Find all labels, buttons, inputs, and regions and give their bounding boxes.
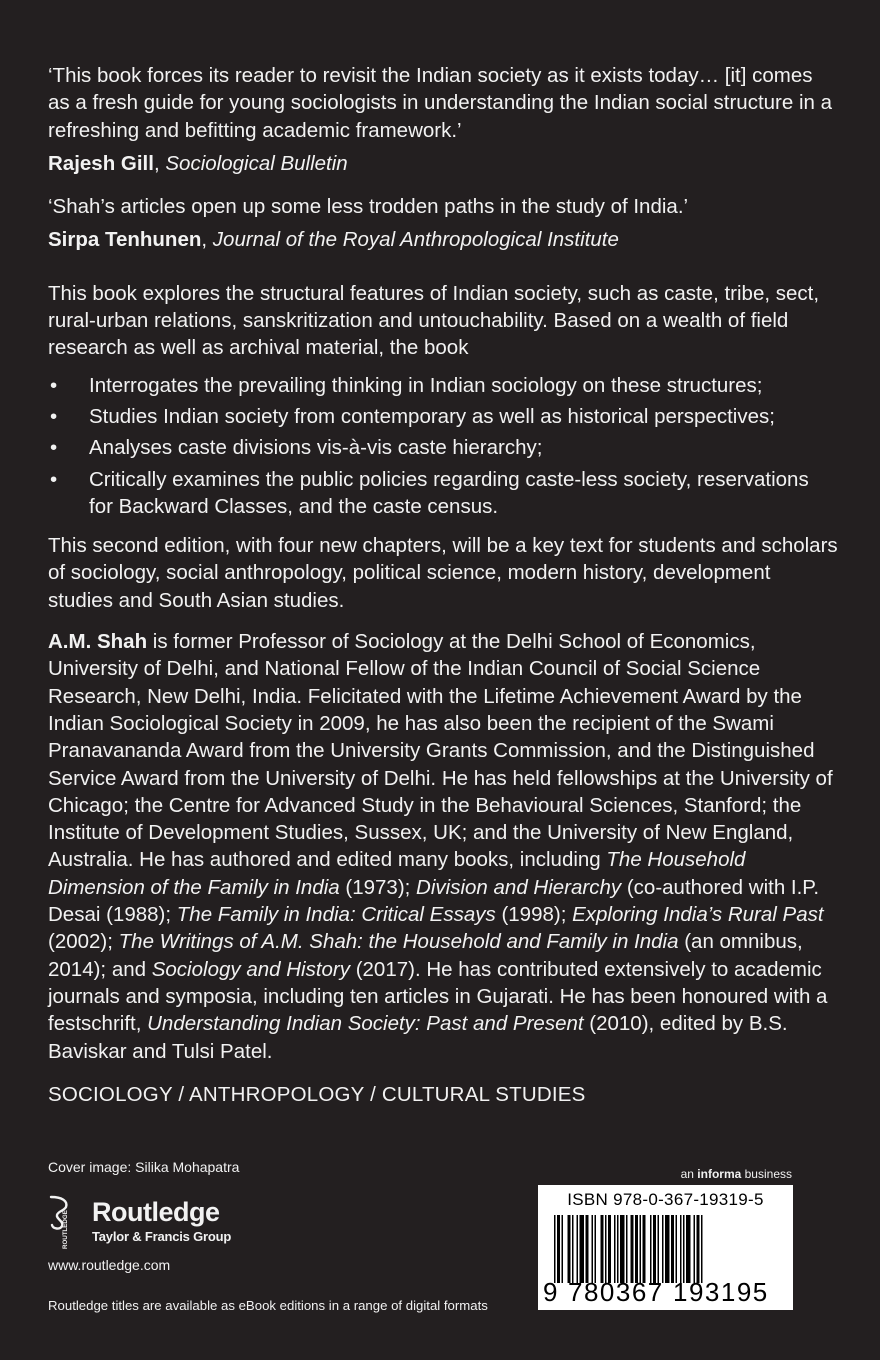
barcode-bar xyxy=(586,1215,589,1283)
informa-brand: informa xyxy=(697,1167,742,1181)
reviewer-name-1: Rajesh Gill xyxy=(48,151,154,175)
barcode-left-group: 780367 xyxy=(568,1277,664,1307)
isbn-label: ISBN 978-0-367-19319-5 xyxy=(567,1190,764,1209)
barcode-bar xyxy=(568,1215,571,1283)
logo-vertical-text: ROUTLEDGE xyxy=(62,1210,69,1249)
barcode-bar xyxy=(653,1215,656,1283)
barcode-bar xyxy=(686,1215,691,1283)
ebook-note: Routledge titles are available as eBook editions in a range of digital formats xyxy=(48,1298,488,1313)
barcode-bars xyxy=(552,1215,782,1283)
back-cover-text xyxy=(48,62,838,1108)
author-bio: A.M. Shah is former Professor of Sociology at the Delhi School of Economics, University of Delhi, and National Fellow of the Indian Council of Social Science Research, New Delhi, India. Felicitated with the Lifetime Achievement Award by the Indian Sociological Society in 2009, he has also been the recipient of the Swami Pranavananda Award from the University Grants Commission, and the Distinguished Service Award from the University of Delhi. He has held fellowships at the University of Chicago; the Centre for Advanced Study in the Behavioural Sciences, Stanford; the Institute of Development Studies, Sussex, UK; and the University of New England, Australia. He has authored and edited many books, including The Household Dimension of the Family in India (1973); Division and Hierarchy (co-authored with I.P. Desai (1988); The Family in India: Critical Essays (1998); Exploring India’s Rural Past (2002); The Writings of A.M. Shah: the Household and Family in India (an omnibus, 2014); and Sociology and History (2017). He has contributed extensively to academic journals and symposia, including ten articles in Gujarati. He has been honoured with a festschrift, Understanding Indian Society: Past and Present (2010), edited by B.S. Baviskar and Tulsi Patel. xyxy=(48,630,833,1063)
bullet-icon: • xyxy=(50,373,58,397)
edition-note: This second edition, with four new chapters, will be a key text for students and scholars of sociology, social anthropology, political science, modern history, development studies and South Asian studies. xyxy=(48,534,838,612)
barcode-bar xyxy=(643,1215,646,1283)
barcode-bar xyxy=(620,1215,625,1283)
barcode-bar xyxy=(577,1215,579,1283)
list-item: • Studies Indian society from contemporary as well as historical perspectives; xyxy=(48,403,838,430)
reviewer-name-2: Sirpa Tenhunen xyxy=(48,228,202,252)
barcode-bar xyxy=(640,1215,642,1283)
intro-paragraph: This book explores the structural features of Indian society, such as caste, tribe, sect, rural-urban relations, sanskritization and untouchability. Based on a wealth of field research as well as archival material, the book xyxy=(48,281,820,360)
book-title: The Household Dimension of the Family in India xyxy=(48,848,746,899)
barcode-bar xyxy=(580,1215,585,1283)
barcode-bar xyxy=(665,1215,670,1283)
review-quote-1: ‘This book forces its reader to revisit the Indian society as it exists today… [it] comes as a fresh guide for young sociologists in understanding the Indian social structure in a refreshing and befitting academic framework.’ xyxy=(48,64,833,142)
barcode xyxy=(538,1185,793,1310)
book-title: Division and Hierarchy xyxy=(416,875,622,899)
subject-categories: SOCIOLOGY / ANTHROPOLOGY / CULTURAL STUDIES xyxy=(48,1082,586,1106)
barcode-first-digit: 9 xyxy=(543,1277,558,1307)
book-title: Exploring India’s Rural Past xyxy=(572,903,824,927)
barcode-bar xyxy=(601,1215,604,1283)
book-title: Understanding Indian Society: Past and Present xyxy=(147,1012,584,1036)
list-item: • Analyses caste divisions vis-à-vis caste hierarchy; xyxy=(48,434,838,461)
barcode-bar xyxy=(614,1215,616,1283)
bullet-icon: • xyxy=(50,436,58,460)
barcode-bar xyxy=(631,1215,634,1283)
barcode-bar xyxy=(671,1215,674,1283)
book-title: Sociology and History xyxy=(151,957,350,981)
barcode-bar xyxy=(605,1215,607,1283)
informa-tagline: an informa business xyxy=(680,1167,792,1181)
bullet-icon: • xyxy=(50,404,58,428)
barcode-bar xyxy=(562,1215,564,1283)
barcode-right-group: 193195 xyxy=(673,1277,769,1307)
review-attribution-1: Rajesh Gill, Sociological Bulletin xyxy=(48,151,348,175)
barcode-bar xyxy=(557,1215,560,1283)
barcode-bar xyxy=(697,1215,700,1283)
barcode-bar xyxy=(592,1215,594,1283)
barcode-bar xyxy=(694,1215,696,1283)
bullet-icon: • xyxy=(50,467,58,491)
barcode-bar xyxy=(676,1215,678,1283)
book-title: The Family in India: Critical Essays xyxy=(176,903,496,927)
author-name: A.M. Shah xyxy=(48,630,148,654)
publisher-website[interactable]: www.routledge.com xyxy=(48,1257,171,1273)
barcode-bar xyxy=(658,1215,660,1283)
publisher-group: Taylor & Francis Group xyxy=(92,1229,232,1244)
barcode-bar xyxy=(554,1215,556,1283)
barcode-bar xyxy=(683,1215,685,1283)
list-item: • Critically examines the public policies regarding caste-less society, reservations for Backward Classes, and the caste census. xyxy=(50,467,809,518)
barcode-bar xyxy=(595,1215,597,1283)
review-attribution-2: Sirpa Tenhunen, Journal of the Royal Anthropological Institute xyxy=(48,228,619,252)
cover-credit: Cover image: Silika Mohapatra xyxy=(48,1159,240,1175)
review-source-1: Sociological Bulletin xyxy=(165,151,348,175)
publisher-name: Routledge xyxy=(92,1197,220,1227)
barcode-bar xyxy=(680,1215,682,1283)
barcode-bar xyxy=(701,1215,703,1283)
barcode-bar xyxy=(635,1215,638,1283)
list-item: • Interrogates the prevailing thinking in Indian sociology on these structures; xyxy=(48,372,838,399)
review-source-2: Journal of the Royal Anthropological Institute xyxy=(212,228,619,252)
barcode-bar xyxy=(608,1215,611,1283)
feature-list xyxy=(48,372,838,520)
barcode-bar xyxy=(617,1215,619,1283)
routledge-logo-icon xyxy=(48,1195,72,1249)
barcode-bar xyxy=(650,1215,652,1283)
review-quote-2: ‘Shah’s articles open up some less trodden paths in the study of India.’ xyxy=(48,195,689,219)
barcode-bar xyxy=(662,1215,664,1283)
book-title: The Writings of A.M. Shah: the Household and Family in India xyxy=(118,930,679,954)
barcode-bar xyxy=(626,1215,628,1283)
barcode-bar xyxy=(572,1215,574,1283)
routledge-logo xyxy=(48,1195,258,1250)
